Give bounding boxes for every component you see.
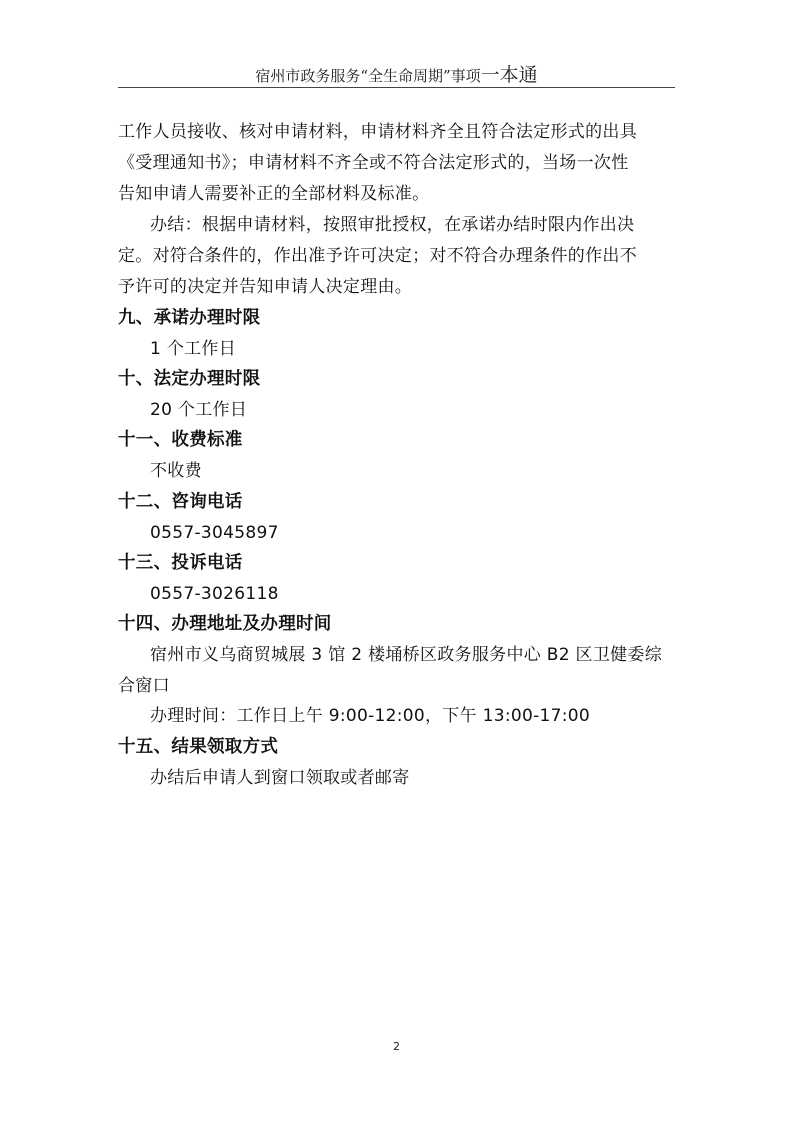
section-heading-fee: 十一、收费标准	[118, 430, 243, 450]
section-heading-legal-time: 十、法定办理时限	[118, 369, 261, 389]
section-heading-complaint-phone: 十三、投诉电话	[118, 553, 243, 573]
complaint-phone-value: 0557-3026118	[150, 584, 279, 604]
legal-time-value: 20 个工作日	[150, 400, 248, 420]
section-heading-promise-time: 九、承诺办理时限	[118, 308, 261, 328]
body-line-1: 工作人员接收、核对申请材料，申请材料齐全且符合法定形式的出具	[118, 122, 637, 142]
running-header	[0, 60, 793, 87]
page-number: 2	[393, 1040, 400, 1053]
section-heading-consult-phone: 十二、咨询电话	[118, 492, 243, 512]
body-line-6: 予许可的决定并告知申请人决定理由。	[118, 277, 413, 297]
address-line-2: 合窗口	[118, 676, 170, 696]
section-heading-address: 十四、办理地址及办理时间	[118, 614, 332, 634]
body-line-4: 办结：根据申请材料，按照审批授权，在承诺办结时限内作出决	[150, 215, 635, 235]
result-collection-value: 办结后申请人到窗口领取或者邮寄	[150, 768, 410, 788]
body-line-2: 《受理通知书》；申请材料不齐全或不符合法定形式的，当场一次性	[118, 153, 629, 173]
body-line-3: 告知申请人需要补正的全部材料及标准。	[118, 184, 430, 204]
address-line-1: 宿州市义乌商贸城展 3 馆 2 楼埇桥区政务服务中心 B2 区卫健委综	[150, 645, 663, 665]
section-heading-result-collection: 十五、结果领取方式	[118, 737, 279, 757]
office-hours: 办理时间：工作日上午 9:00-12:00，下午 13:00-17:00	[150, 706, 591, 726]
fee-value: 不收费	[150, 461, 202, 481]
promise-time-value: 1 个工作日	[150, 339, 237, 359]
header-title-prefix: 宿州市政务服务“全生命周期”事项	[255, 67, 481, 85]
header-divider	[118, 87, 675, 88]
consult-phone-value: 0557-3045897	[150, 523, 279, 543]
header-title-suffix: 一本通	[480, 64, 538, 86]
body-line-5: 定。对符合条件的，作出准予许可决定；对不符合办理条件的作出不	[118, 246, 637, 266]
